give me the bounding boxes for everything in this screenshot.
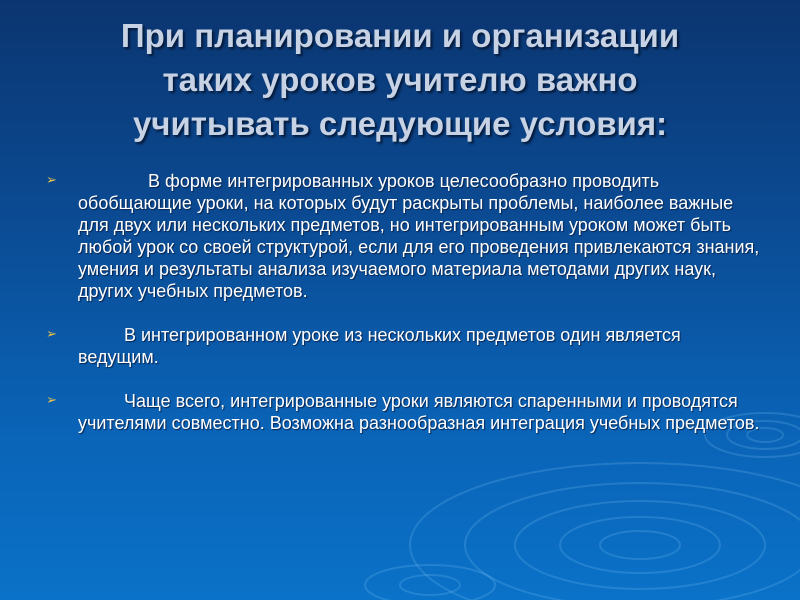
slide-title-line-3: учитывать следующие условия: — [132, 105, 668, 142]
bullet-item-1 — [46, 170, 766, 302]
bullet-list — [46, 170, 766, 456]
arrow-bullet-icon: ➢ — [46, 392, 57, 407]
bullet-item-3-rest: и проводятся учителями совместно. Возможна разнообразная интеграция учебных предметов. — [78, 391, 760, 433]
bullet-item-3-first-line: Чаще всего, интегрированные уроки являются спаренными — [124, 391, 622, 411]
slide-title — [40, 14, 760, 146]
bullet-item-2-first-line: В интегрированном уроке из нескольких предметов один — [124, 325, 601, 345]
arrow-bullet-icon: ➢ — [46, 172, 57, 187]
bullet-item-2-rest: является ведущим. — [78, 325, 681, 367]
bullet-item-2 — [46, 324, 766, 368]
bullet-item-1-rest: проводить обобщающие уроки, на которых будут раскрыты проблемы, наиболее важные для двух или нескольких предметов, но интегрированным уроком может быть любой урок со своей структурой, если для его проведения привлекаются знания, умения и результаты анализа изучаемого материала методами других наук, других учебных предметов. — [78, 171, 760, 301]
arrow-bullet-icon: ➢ — [46, 326, 57, 341]
bullet-item-1-first-line: В форме интегрированных уроков целесообразно — [148, 171, 568, 191]
slide-title-line-1: При планировании и организации — [120, 17, 680, 54]
slide-title-line-2: таких уроков учителю важно — [162, 61, 638, 98]
bullet-item-3 — [46, 390, 766, 434]
